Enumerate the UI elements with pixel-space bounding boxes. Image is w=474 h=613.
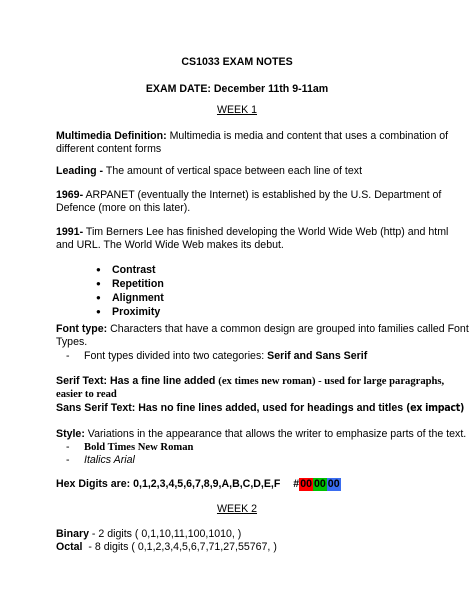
hex-color-code — [293, 478, 340, 490]
document-title: CS1033 EXAM NOTES — [181, 56, 293, 68]
octal-term: Octal — [56, 541, 83, 553]
style-bold-example: Bold Times New Roman — [84, 442, 194, 453]
style-dash-2: - — [66, 454, 70, 466]
serif-term: Serif Text: Has a fine line added — [56, 375, 219, 387]
sans-serif-definition — [56, 402, 464, 415]
font-type-text-2: Types. — [56, 336, 88, 348]
font-type-text-1: Characters that have a common design are grouped into families called Font — [107, 323, 469, 335]
year-1969-text-1: ARPANET (eventually the Internet) is established by the U.S. Department of — [83, 189, 442, 201]
hex-red-pair: 00 — [300, 478, 312, 490]
multimedia-term: Multimedia Definition: — [56, 130, 167, 142]
list-item: ● Alignment — [96, 291, 164, 305]
list-item: ● Repetition — [96, 277, 164, 291]
year-1991-term: 1991- — [56, 226, 84, 238]
font-type-subpoint — [84, 350, 367, 363]
font-type-term: Font type: — [56, 323, 108, 335]
sans-term: Sans Serif Text: Has no fine lines added, used for headings and titles — [56, 402, 407, 414]
list-item: ● Proximity — [96, 305, 164, 319]
list-item: ● Contrast — [96, 263, 164, 277]
style-term: Style: — [56, 428, 85, 440]
font-type-definition — [56, 323, 469, 336]
font-type-dash: - — [66, 350, 70, 362]
binary-term: Binary — [56, 528, 89, 540]
style-dash: - — [66, 441, 70, 453]
style-definition — [56, 428, 466, 441]
style-text: Variations in the appearance that allows the writer to emphasize parts of the text. — [84, 428, 467, 440]
hex-green-pair: 00 — [314, 478, 326, 490]
multimedia-text-1: Multimedia is media and content that uses a combination of — [166, 130, 449, 142]
hex-prefix: # — [293, 478, 300, 490]
week-2-heading: WEEK 2 — [216, 503, 258, 515]
hex-digits-line — [56, 478, 341, 491]
year-1969-text-2: Defence (more on this later). — [56, 202, 191, 214]
week-1-heading: WEEK 1 — [216, 104, 258, 116]
exam-date: EXAM DATE: December 11th 9-11am — [145, 83, 329, 95]
multimedia-definition — [56, 130, 448, 143]
leading-term: Leading - — [56, 165, 104, 177]
octal-text: - 8 digits ( 0,1,2,3,4,5,6,7,71,27,55767, ) — [82, 541, 277, 553]
leading-definition — [56, 165, 362, 178]
font-type-sub-bold: Serif and Sans Serif — [267, 350, 368, 362]
impact-example: (ex impact) — [406, 402, 465, 414]
year-1991-text-2: and URL. The World Wide Web makes its debut. — [56, 239, 284, 251]
binary-note — [56, 528, 241, 541]
hex-blue-pair: 00 — [327, 478, 340, 490]
hex-digits-text: Hex Digits are: 0,1,2,3,4,5,6,7,8,9,A,B,C,D,E,F — [56, 478, 281, 490]
serif-text-definition — [56, 375, 444, 388]
year-1991-note — [56, 226, 448, 239]
serif-text-2: easier to read — [56, 389, 117, 400]
font-type-sub-text: Font types divided into two categories: — [84, 350, 268, 362]
octal-note — [56, 541, 277, 554]
year-1969-note — [56, 189, 441, 202]
leading-text: The amount of vertical space between each line of text — [103, 165, 363, 177]
style-italic-example: Italics Arial — [84, 454, 135, 466]
multimedia-text-2: different content forms — [56, 143, 162, 155]
year-1969-term: 1969- — [56, 189, 84, 201]
year-1991-text-1: Tim Berners Lee has finished developing the World Wide Web (http) and html — [83, 226, 449, 238]
design-principles-list — [96, 263, 164, 319]
binary-text: - 2 digits ( 0,1,10,11,100,1010, ) — [88, 528, 242, 540]
serif-example: (ex times new roman) - used for large paragraphs, — [218, 376, 445, 387]
